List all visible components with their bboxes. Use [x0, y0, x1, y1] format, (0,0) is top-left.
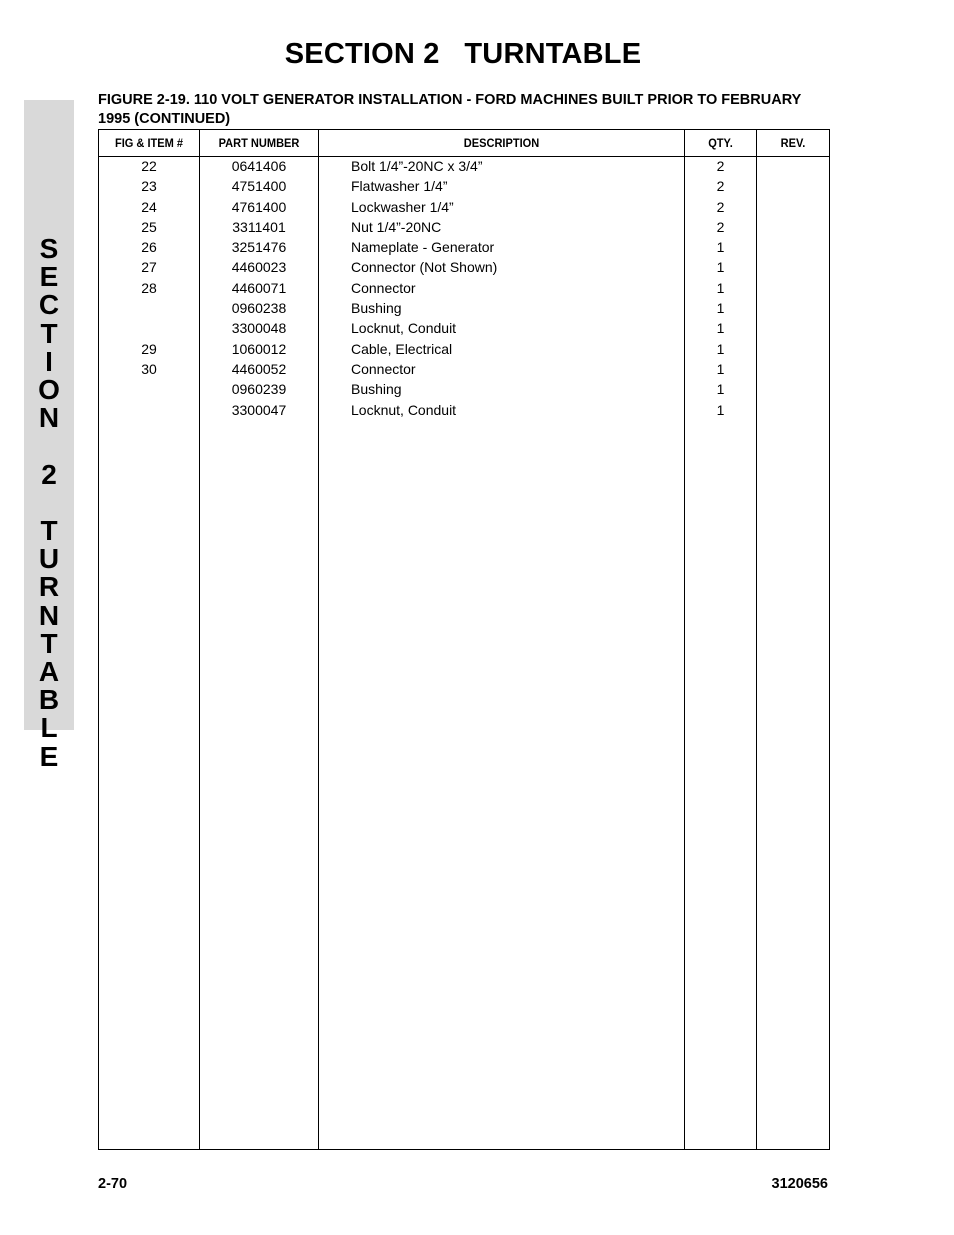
qty-cell: 1	[716, 401, 725, 418]
section-side-tab	[24, 100, 74, 772]
qty-cell: 1	[716, 279, 725, 296]
fig-item-cell: 28	[141, 279, 157, 296]
side-tab-letter: A	[38, 656, 60, 688]
table-row	[99, 339, 829, 359]
part-number-cell: 1060012	[231, 340, 287, 357]
side-tab-gap	[24, 489, 74, 517]
side-tab-letter: U	[38, 543, 60, 575]
side-tab-letter: L	[40, 712, 58, 744]
qty-cell: 2	[716, 178, 725, 195]
description-cell: Bushing	[351, 300, 402, 317]
part-number-cell: 4751400	[231, 178, 287, 195]
description-cell: Connector (Not Shown)	[351, 259, 498, 276]
description-cell: Locknut, Conduit	[351, 320, 457, 337]
description-cell: Nut 1/4”-20NC	[351, 218, 442, 235]
side-tab-letter: R	[38, 571, 60, 603]
qty-cell: 2	[716, 158, 725, 174]
table-row	[99, 156, 829, 176]
side-tab-letter: E	[39, 740, 59, 772]
column-header-fig-item: FIG & ITEM #	[114, 136, 184, 150]
side-tab-letter: 2	[41, 458, 57, 490]
description-cell: Locknut, Conduit	[351, 401, 457, 418]
table-row	[99, 318, 829, 338]
part-number-cell: 3311401	[232, 218, 286, 235]
qty-cell: 1	[716, 381, 725, 398]
part-number-cell: 4761400	[231, 198, 287, 215]
part-number-cell: 4460052	[231, 360, 287, 377]
side-tab-letter: B	[38, 684, 60, 716]
description-cell: Connector	[351, 279, 416, 296]
column-header-qty: QTY.	[708, 136, 733, 150]
side-tab-letter: I	[45, 345, 53, 377]
description-cell: Cable, Electrical	[351, 340, 453, 357]
table-body	[99, 156, 829, 420]
document-number: 3120656	[771, 1176, 828, 1192]
description-cell: Connector	[351, 360, 416, 377]
part-number-cell: 0960239	[231, 381, 287, 398]
table-row	[99, 217, 829, 237]
table-row	[99, 359, 829, 379]
side-tab-letter: T	[40, 317, 58, 349]
qty-cell: 2	[716, 218, 725, 235]
qty-cell: 1	[716, 360, 725, 377]
side-tab-letter: S	[39, 233, 59, 264]
qty-cell: 1	[716, 300, 725, 317]
table-row	[99, 278, 829, 298]
side-tab-letter: N	[38, 402, 60, 434]
side-tab-letter: E	[39, 261, 59, 293]
fig-item-cell: 29	[141, 340, 157, 357]
table-row	[99, 400, 829, 420]
fig-item-cell: 26	[141, 239, 157, 256]
side-tab-letter: T	[40, 627, 58, 659]
fig-item-cell: 23	[141, 178, 157, 195]
description-cell: Bushing	[351, 381, 402, 398]
column-header-description: DESCRIPTION	[463, 136, 540, 150]
side-tab-letter: T	[40, 515, 58, 547]
part-number-cell: 4460023	[231, 259, 287, 276]
table-row	[99, 257, 829, 277]
fig-item-cell: 24	[141, 198, 157, 215]
table-row	[99, 176, 829, 196]
description-cell: Nameplate - Generator	[351, 239, 495, 256]
description-cell: Flatwasher 1/4”	[351, 178, 448, 195]
side-tab-label	[24, 235, 74, 771]
side-tab-gap	[24, 432, 74, 460]
qty-cell: 1	[716, 259, 725, 276]
fig-item-cell: 22	[141, 158, 157, 174]
section-title: SECTION 2 TURNTABLE	[284, 38, 642, 70]
parts-table	[98, 129, 830, 1150]
fig-item-cell: 30	[141, 360, 157, 377]
table-row	[99, 298, 829, 318]
side-tab-letter: C	[38, 289, 60, 321]
figure-title: FIGURE 2-19. 110 VOLT GENERATOR INSTALLATION - FORD MACHINES BUILT PRIOR TO FEBRUARY 1995 (CONTINUED)	[98, 92, 802, 127]
table-row	[99, 379, 829, 399]
side-tab-letter: O	[38, 374, 60, 406]
qty-cell: 1	[716, 340, 725, 357]
description-cell: Lockwasher 1/4”	[351, 198, 454, 215]
qty-cell: 1	[716, 239, 725, 256]
side-tab-letter: N	[38, 599, 60, 631]
part-number-cell: 3300047	[231, 401, 287, 418]
fig-item-cell: 25	[141, 218, 157, 235]
column-header-part-number: PART NUMBER	[218, 136, 300, 150]
description-cell: Bolt 1/4”-20NC x 3/4”	[351, 158, 483, 174]
part-number-cell: 4460071	[231, 279, 287, 296]
column-header-rev: REV.	[780, 136, 806, 150]
part-number-cell: 0641406	[231, 158, 287, 174]
page-number: 2-70	[98, 1176, 128, 1192]
qty-cell: 1	[716, 320, 725, 337]
fig-item-cell: 27	[141, 259, 157, 276]
table-row	[99, 197, 829, 217]
table-row	[99, 237, 829, 257]
qty-cell: 2	[716, 198, 725, 215]
part-number-cell: 0960238	[231, 300, 287, 317]
part-number-cell: 3300048	[231, 320, 287, 337]
part-number-cell: 3251476	[231, 239, 287, 256]
